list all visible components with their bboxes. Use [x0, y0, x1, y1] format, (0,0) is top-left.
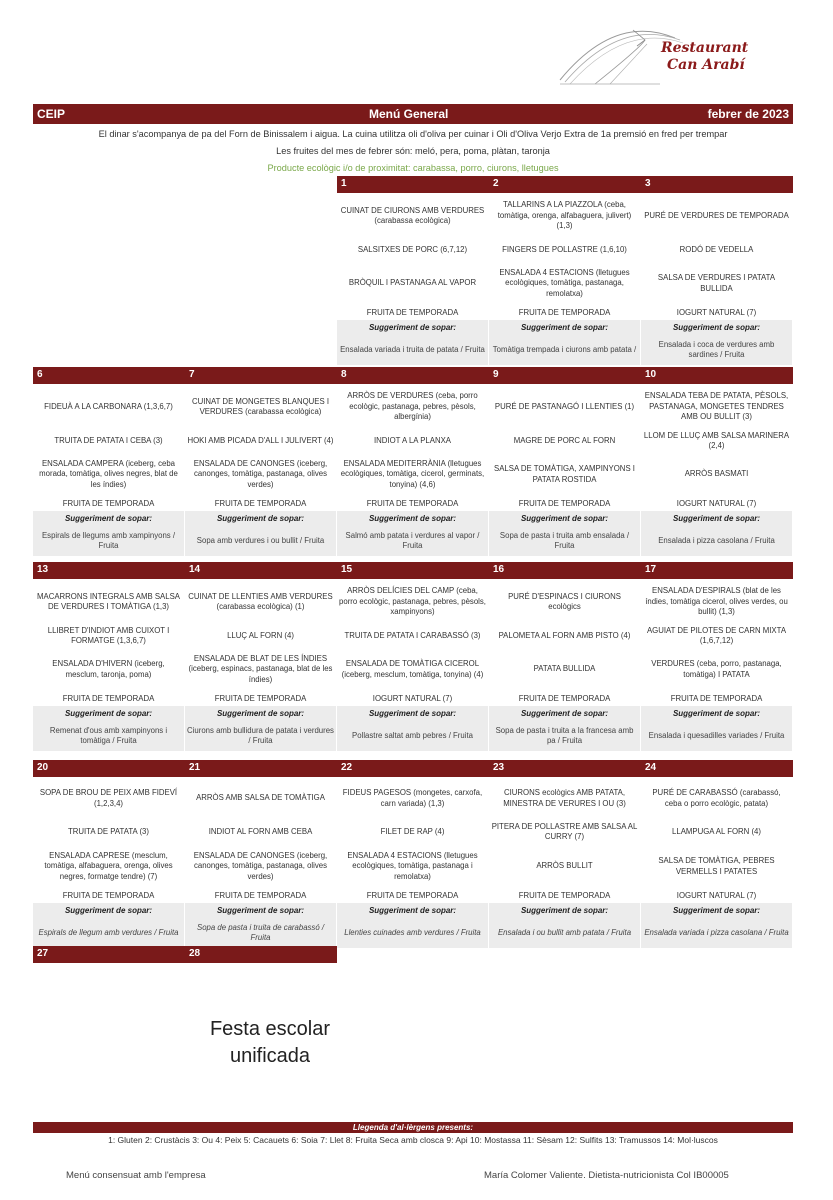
main-course: PALOMETA AL FORN AMB PISTO (4): [498, 630, 631, 640]
main-course: TRUITA DE PATATA I CEBA (3): [54, 435, 163, 445]
side-dish: ENSALADA CAPRESE (mesclum, tomàtiga, alfabaguera, orenga, olives negres, formatge tendre) (7): [44, 850, 173, 881]
day-number: 24: [641, 760, 793, 777]
day-number: 16: [489, 562, 641, 579]
dinner-suggestion-label: Suggeriment de sopar:: [337, 903, 488, 918]
dinner-suggestion-label: Suggeriment de sopar:: [185, 706, 336, 721]
dessert: FRUITA DE TEMPORADA: [62, 693, 155, 703]
dinner-suggestion-label: Suggeriment de sopar:: [641, 511, 792, 526]
day-cell: [185, 760, 336, 949]
dinner-suggestion: Remenat d'ous amb xampinyons i tomàtiga / Fruita: [33, 721, 184, 751]
week-row: [33, 367, 793, 556]
day-number: 2: [489, 176, 641, 193]
first-course: CUINAT DE LLENTIES AMB VERDURES (carabassa ecològica) (1): [188, 591, 333, 611]
dessert: FRUITA DE TEMPORADA: [518, 498, 611, 508]
main-course: TRUITA DE PATATA (3): [67, 826, 149, 836]
first-course: FIDEUÀ A LA CARBONARA (1,3,6,7): [44, 401, 173, 411]
dessert: FRUITA DE TEMPORADA: [214, 498, 307, 508]
allergen-legend: 1: Gluten 2: Crustàcis 3: Ou 4: Peix 5: Cacauets 6: Soia 7: Llet 8: Fruita Seca amb closca 9: Api 10: Mostassa 11: Sèsam 12: Sulfits 13: Tramussos 14: Mol·luscos: [108, 1135, 718, 1145]
day-cell: [337, 562, 488, 751]
dinner-suggestion: Ensalada i coca de verdures amb sardines / Fruita: [641, 335, 792, 365]
first-course: CUINAT DE MONGETES BLANQUES I VERDURES (carabassa ecològica): [191, 396, 330, 416]
side-dish: PATATA BULLIDA: [533, 664, 596, 674]
side-dish: ENSALADA DE CANONGES (iceberg, canonges, tomàtiga, pastanaga, olives verdes): [193, 458, 328, 489]
dinner-suggestion: Ensalada variada i pizza casolana / Fruita: [641, 918, 792, 948]
main-course: LLUÇ AL FORN (4): [227, 630, 294, 640]
first-course: SOPA DE BROU DE PEIX AMB FIDEVÍ (1,2,3,4): [39, 788, 178, 808]
side-dish: SALSA DE TOMÀTIGA, XAMPINYONS I PATATA ROSTIDA: [494, 464, 635, 484]
first-course: PURÉ DE CARABASSÓ (carabassó, ceba o porro ecològic, patata): [652, 788, 781, 808]
dinner-suggestion-label: Suggeriment de sopar:: [641, 903, 792, 918]
main-course: MAGRE DE PORC AL FORN: [513, 435, 616, 445]
side-dish: ARRÒS BULLIT: [536, 861, 593, 871]
dinner-suggestion-label: Suggeriment de sopar:: [33, 706, 184, 721]
dessert: FRUITA DE TEMPORADA: [518, 307, 611, 317]
day-cell: [641, 562, 792, 751]
dinner-suggestion: Ensalada variada i truita de patata / Fruita: [337, 335, 488, 365]
dessert: FRUITA DE TEMPORADA: [62, 890, 155, 900]
dinner-suggestion: Espirals de llegums amb xampinyons / Fruita: [33, 526, 184, 556]
dinner-suggestion-label: Suggeriment de sopar:: [489, 511, 640, 526]
day-cell: [185, 562, 336, 751]
week-row: [33, 562, 793, 751]
day-number: 23: [489, 760, 641, 777]
month-label: febrer de 2023: [707, 107, 789, 121]
dessert: FRUITA DE TEMPORADA: [214, 693, 307, 703]
main-course: LLOM DE LLUÇ AMB SALSA MARINERA (2,4): [643, 430, 790, 450]
dinner-suggestion-label: Suggeriment de sopar:: [337, 706, 488, 721]
dinner-suggestion-label: Suggeriment de sopar:: [641, 706, 792, 721]
dinner-suggestion: Sopa de pasta i truita a la francesa amb pa / Fruita: [489, 721, 640, 751]
dessert: IOGURT NATURAL (7): [676, 307, 757, 317]
side-dish: ENSALADA 4 ESTACIONS (lletugues ecològiques, tomàtiga, pastanaga, remolatxa): [499, 267, 630, 298]
day-number: 27: [33, 946, 185, 963]
first-course: PURÉ DE VERDURES DE TEMPORADA: [644, 210, 789, 220]
side-dish: ARRÒS BASMATI: [684, 469, 749, 479]
dessert: IOGURT NATURAL (7): [676, 498, 757, 508]
day-cell: [337, 176, 488, 365]
intro-line-fruits: Les fruites del mes de febrer són: meló, pera, poma, plàtan, taronja: [276, 146, 550, 156]
day-cell: [641, 367, 792, 556]
dinner-suggestion: Ensalada i quesadilles variades / Fruita: [641, 721, 792, 751]
logo-line-1: Restaurant: [661, 40, 749, 56]
side-dish: ENSALADA D'HIVERN (iceberg, mesclum, taronja, poma): [52, 659, 165, 679]
day-number: 22: [337, 760, 489, 777]
school-label: CEIP: [37, 107, 66, 121]
first-course: MACARRONS INTEGRALS AMB SALSA DE VERDURES I TOMÀTIGA (1,3): [37, 591, 180, 611]
side-dish: BRÒQUIL I PASTANAGA AL VAPOR: [348, 278, 477, 288]
main-course: PITERA DE POLLASTRE AMB SALSA AL CURRY (7): [491, 821, 638, 841]
day-number: 7: [185, 367, 337, 384]
dinner-suggestion: Sopa de pasta i truita de carabassó / Fruita: [185, 918, 336, 948]
first-course: ENSALADA D'ESPIRALS (blat de les índies, tomàtiga cicerol, olives verdes, ou bullit) (1,3): [645, 586, 788, 617]
dinner-suggestion: Salmó amb patata i verdures al vapor / Fruita: [337, 526, 488, 556]
side-dish: VERDURES (ceba, porro, pastanaga, tomàtiga) I PATATA: [651, 659, 782, 679]
side-dish: SALSA DE TOMÀTIGA, PEBRES VERMELLS I PATATES: [658, 856, 775, 876]
dinner-suggestion-label: Suggeriment de sopar:: [489, 706, 640, 721]
main-course: LLAMPUGA AL FORN (4): [672, 826, 761, 836]
day-number: 28: [185, 946, 337, 963]
day-cell: [337, 367, 488, 556]
first-course: ARRÒS DE VERDURES (ceba, porro ecològic, pastanaga, pebres, pèsols, albergínia): [347, 391, 478, 422]
first-course: PURÉ DE PASTANAGÓ I LLENTIES (1): [494, 401, 635, 411]
day-number: 17: [641, 562, 793, 579]
day-number: 9: [489, 367, 641, 384]
first-course: TALLARINS A LA PIAZZOLA (ceba, tomàtiga, orenga, alfabaguera, julivert) (1,3): [497, 200, 632, 231]
day-cell: [489, 367, 640, 556]
day-cell: [33, 562, 184, 751]
dessert: FRUITA DE TEMPORADA: [518, 693, 611, 703]
festa-escolar-note: Festa escolar unificada: [209, 1018, 331, 1067]
first-course: CUINAT DE CIURONS AMB VERDURES (carabassa ecològica): [340, 205, 485, 225]
main-course: AGUIAT DE PILOTES DE CARN MIXTA (1,6,7,12): [646, 625, 787, 645]
side-dish: ENSALADA DE CANONGES (iceberg, canonges, tomàtiga, pastanaga, olives verdes): [193, 850, 328, 881]
footer-left-note: Menú consensuat amb l'empresa: [66, 1170, 206, 1181]
allergen-legend-title: Llegenda d'al·lèrgens presents:: [33, 1122, 793, 1133]
day-number: 6: [33, 367, 185, 384]
dinner-suggestion-label: Suggeriment de sopar:: [489, 903, 640, 918]
side-dish: ENSALADA MEDITERRÀNIA (lletugues ecològiques, tomàtiga, cicerol, germinats, tonyina) (4,6): [340, 458, 485, 489]
day-number: 1: [337, 176, 489, 193]
side-dish: SALSA DE VERDURES I PATATA BULLIDA: [657, 273, 776, 293]
main-course: TRUITA DE PATATA I CARABASSÓ (3): [344, 630, 481, 640]
dinner-suggestion-label: Suggeriment de sopar:: [33, 511, 184, 526]
dinner-suggestion: Ensalada i pizza casolana / Fruita: [641, 526, 792, 556]
dinner-suggestion-label: Suggeriment de sopar:: [33, 903, 184, 918]
day-number: 13: [33, 562, 185, 579]
day-cell: [33, 367, 184, 556]
dinner-suggestion-label: Suggeriment de sopar:: [641, 320, 792, 335]
main-course: INDIOT A LA PLANXA: [374, 435, 451, 445]
dessert: FRUITA DE TEMPORADA: [670, 693, 763, 703]
side-dish: ENSALADA 4 ESTACIONS (lletugues ecològiques, tomàtiga, pastanaga i remolatxa): [347, 850, 478, 881]
dinner-suggestion: Pollastre saltat amb pebres / Fruita: [337, 721, 488, 751]
dessert: FRUITA DE TEMPORADA: [366, 307, 459, 317]
day-cell: [337, 760, 488, 949]
main-course: FINGERS DE POLLASTRE (1,6,10): [502, 244, 627, 254]
day-cell: [489, 562, 640, 751]
dinner-suggestion: Ensalada i ou bullit amb patata / Fruita: [489, 918, 640, 948]
day-cell: [641, 760, 792, 949]
day-cell: [489, 760, 640, 949]
side-dish: ENSALADA DE BLAT DE LES ÍNDIES (iceberg, espinacs, pastanaga, blat de les índies): [188, 653, 333, 684]
day-number: 20: [33, 760, 185, 777]
dinner-suggestion-label: Suggeriment de sopar:: [337, 511, 488, 526]
menu-title-bar: [33, 104, 793, 124]
day-cell: [33, 760, 184, 949]
dessert: IOGURT NATURAL (7): [372, 693, 453, 703]
day-cell: [489, 176, 640, 365]
day-number: 15: [337, 562, 489, 579]
dinner-suggestion: Sopa de pasta i truita amb ensalada / Fruita: [489, 526, 640, 556]
dinner-suggestion-label: Suggeriment de sopar:: [185, 903, 336, 918]
side-dish: ENSALADA CAMPERA (iceberg, ceba morada, tomàtiga, olives negres, blat de les índies): [39, 458, 178, 489]
dessert: FRUITA DE TEMPORADA: [366, 890, 459, 900]
day-number: 8: [337, 367, 489, 384]
first-course: PURÉ D'ESPINACS I CIURONS ecològics: [508, 591, 621, 611]
first-course: ARRÒS AMB SALSA DE TOMÀTIGA: [196, 793, 325, 803]
main-course: LLIBRET D'INDIOT AMB CUIXOT I FORMATGE (1,3,6,7): [47, 625, 170, 645]
dinner-suggestion: Ciurons amb bullidura de patata i verdures / Fruita: [185, 721, 336, 751]
day-number: 21: [185, 760, 337, 777]
dinner-suggestion: Espirals de llegum amb verdures / Fruita: [33, 918, 184, 948]
dessert: FRUITA DE TEMPORADA: [214, 890, 307, 900]
side-dish: ENSALADA DE TOMÀTIGA CICEROL (iceberg, mesclum, tomàtiga, tonyina) (4): [341, 659, 484, 679]
dinner-suggestion-label: Suggeriment de sopar:: [185, 511, 336, 526]
dinner-suggestion: Tomàtiga trempada i ciurons amb patata /: [489, 335, 640, 365]
dessert: FRUITA DE TEMPORADA: [518, 890, 611, 900]
dessert: IOGURT NATURAL (7): [676, 890, 757, 900]
first-course: ENSALADA TEBA DE PATATA, PÈSOLS, PASTANAGA, MONGETES TENDRES AMB OU BULLIT (3): [644, 391, 789, 422]
day-cell: [185, 367, 336, 556]
first-course: CIURONS ecològics AMB PATATA, MINESTRA DE VERURES I OU (3): [503, 788, 626, 808]
week-row: [33, 760, 793, 949]
main-course: FILET DE RAP (4): [380, 826, 445, 836]
day-number: 14: [185, 562, 337, 579]
footer-dietitian: María Colomer Valiente. Dietista-nutricionista Col IB00005: [484, 1170, 729, 1181]
logo-line-2: Can Arabí: [667, 57, 745, 73]
day-number: 10: [641, 367, 793, 384]
main-course: INDIOT AL FORN AMB CEBA: [208, 826, 313, 836]
main-course: HOKI AMB PICADA D'ALL I JULIVERT (4): [187, 435, 334, 445]
first-course: ARRÒS DELÍCIES DEL CAMP (ceba, porro ecològic, pastanaga, pebres, pèsols, xampinyons): [339, 586, 486, 617]
dessert: FRUITA DE TEMPORADA: [366, 498, 459, 508]
restaurant-logo-text: [661, 40, 761, 74]
main-course: RODÓ DE VEDELLA: [679, 244, 754, 254]
main-course: SALSITXES DE PORC (6,7,12): [357, 244, 468, 254]
dinner-suggestion-label: Suggeriment de sopar:: [489, 320, 640, 335]
dinner-suggestion: Llenties cuinades amb verdures / Fruita: [337, 918, 488, 948]
intro-line-eco-products: Producte ecològic i/o de proximitat: carabassa, porro, ciurons, lletugues: [267, 163, 559, 173]
dinner-suggestion: Sopa amb verdures i ou bullit / Fruita: [185, 526, 336, 556]
day-cell: [641, 176, 792, 365]
dinner-suggestion-label: Suggeriment de sopar:: [337, 320, 488, 335]
day-number: 3: [641, 176, 793, 193]
menu-title: Menú General: [369, 107, 449, 121]
dessert: FRUITA DE TEMPORADA: [62, 498, 155, 508]
first-course: FIDEUS PAGESOS (mongetes, carxofa, carn variada) (1,3): [342, 788, 483, 808]
intro-line-bread-oil: El dinar s'acompanya de pa del Forn de Binissalem i aigua. La cuina utilitza oli d'oliva per cuinar i Oli d'Oliva Verjo Extra de 1a premsió en fred per trempar: [98, 129, 728, 139]
week-row: [33, 176, 793, 365]
